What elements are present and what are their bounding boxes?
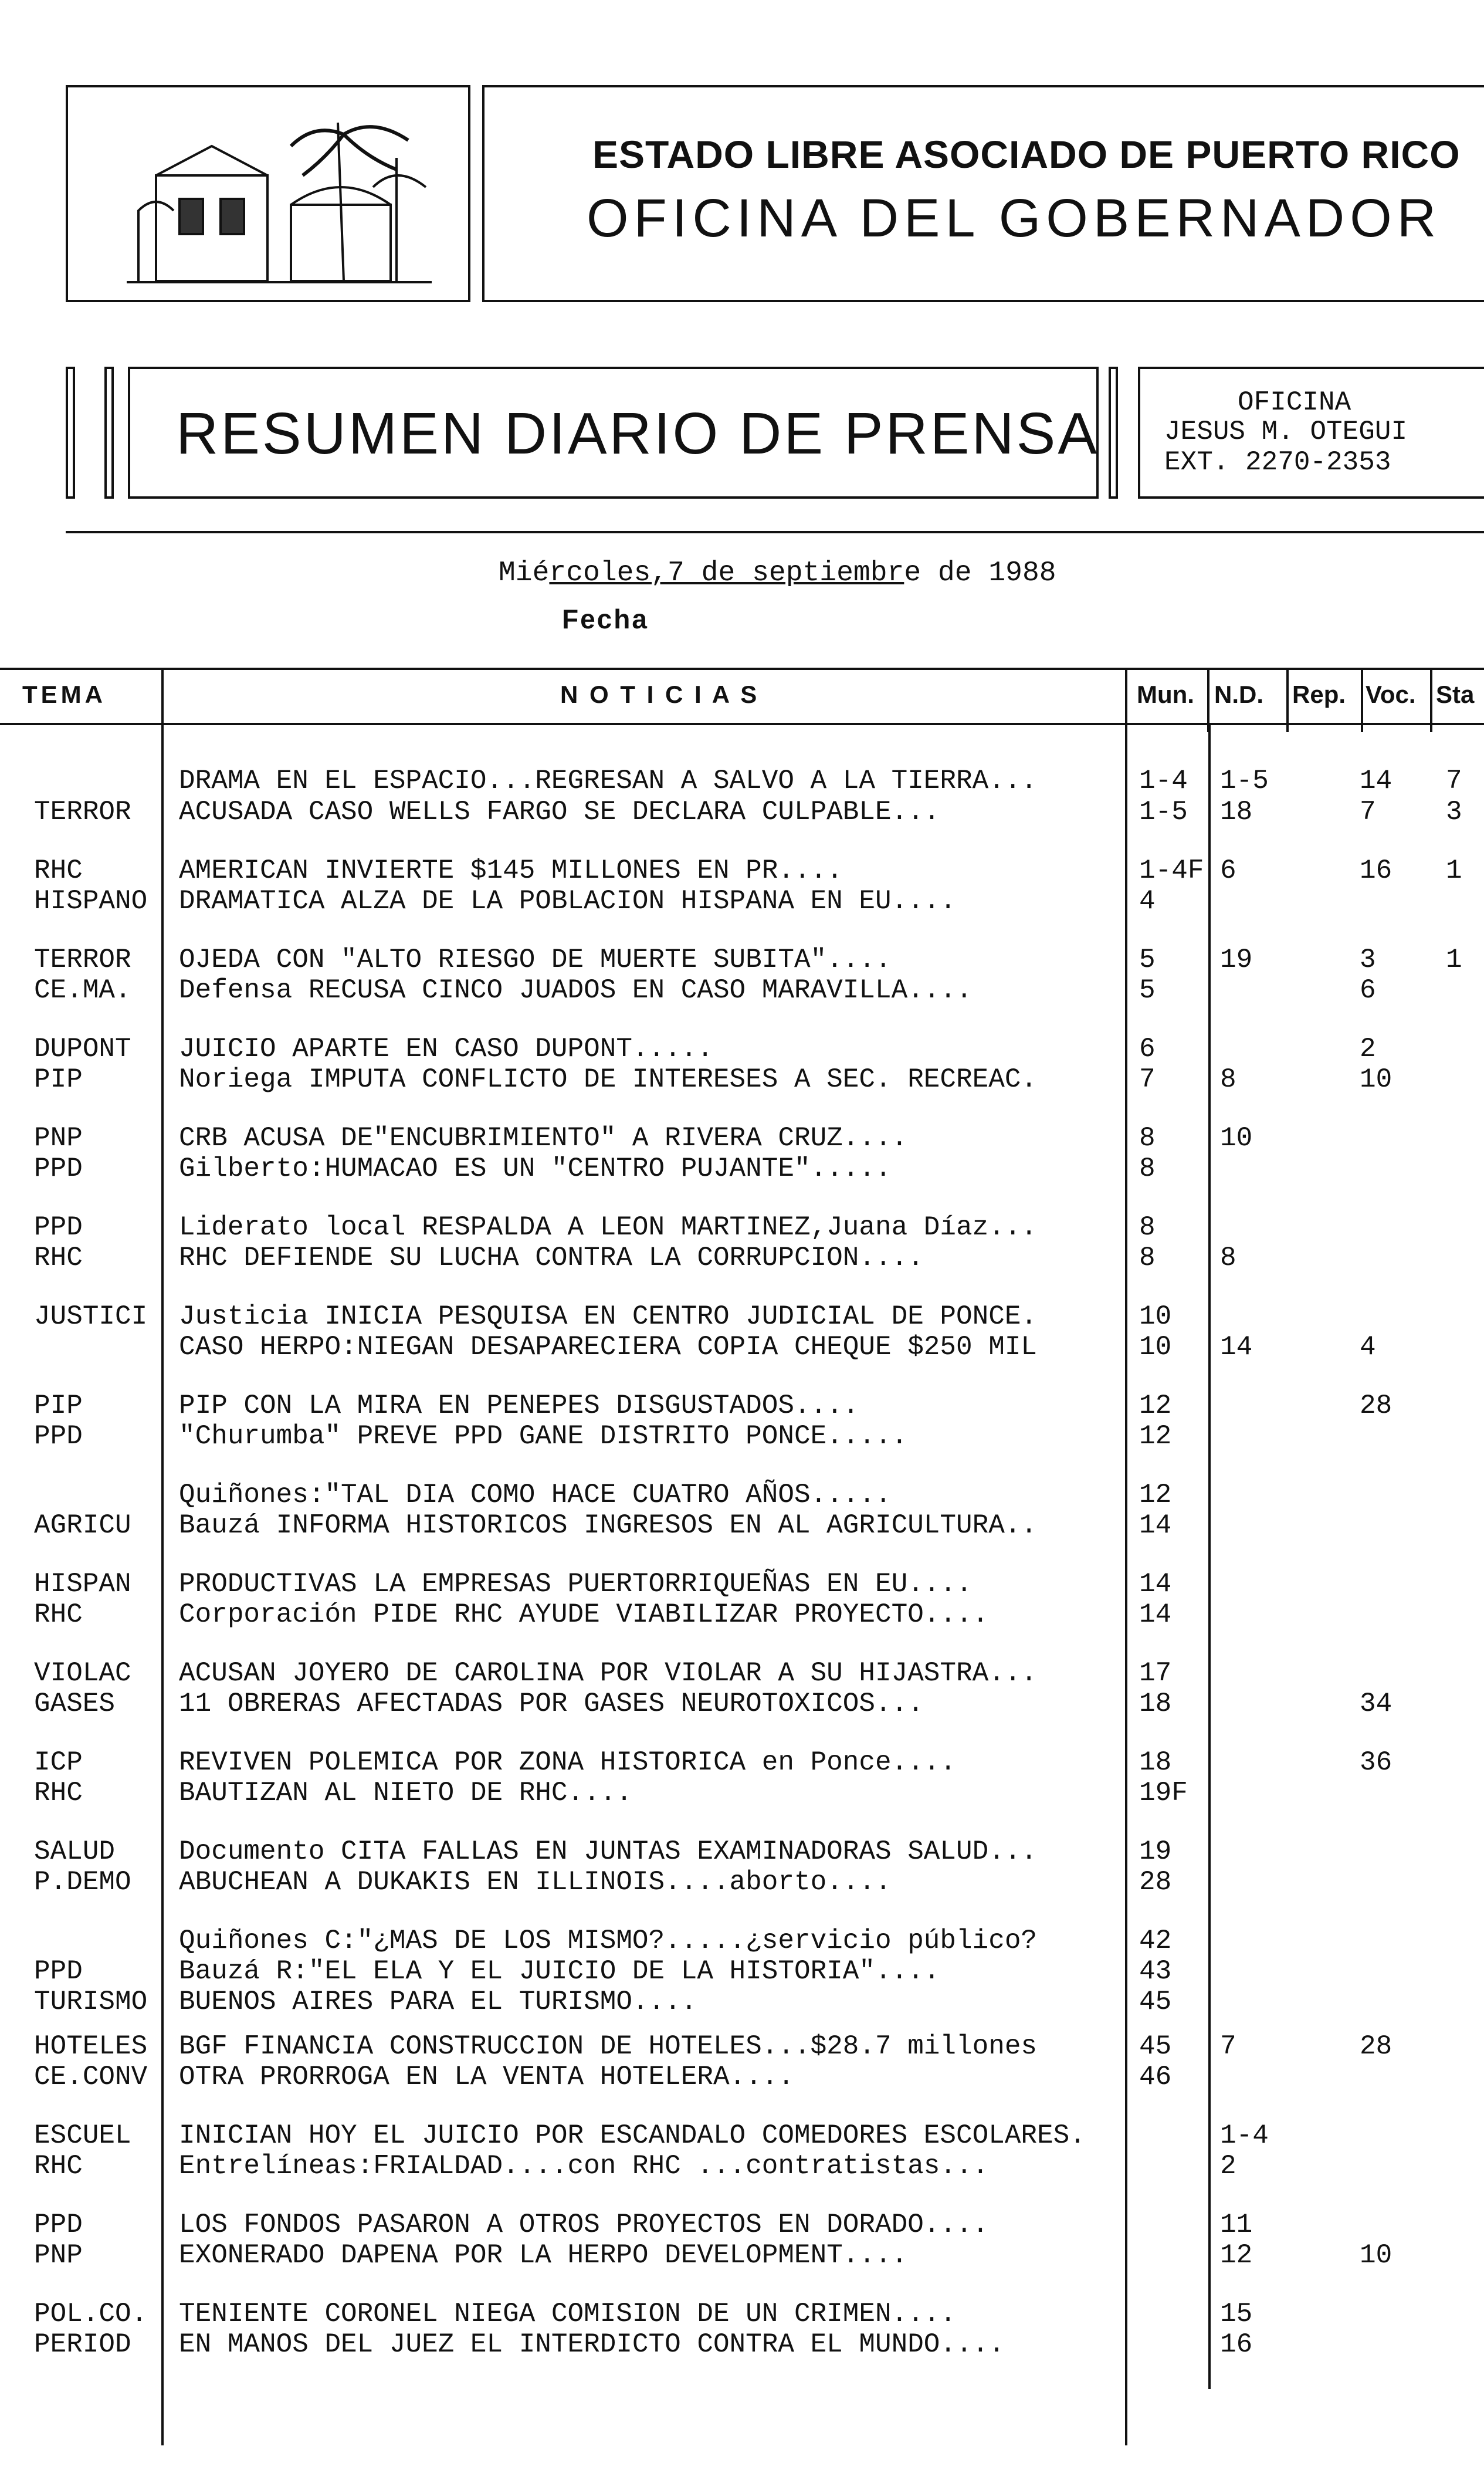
table-row [0,1421,1484,1452]
row-mun-page: 6 [1139,1034,1156,1064]
row-voc-page: 10 [1360,2240,1392,2271]
row-mun-page: 17 [1139,1658,1172,1689]
row-headline: Defensa RECUSA CINCO JUADOS EN CASO MARAVILLA.... [179,975,973,1006]
row-tema: RHC [34,1243,83,1273]
fortaleza-logo-illustration [68,87,468,300]
row-mun-page: 14 [1139,1569,1172,1599]
row-tema: PPD [34,1153,83,1184]
decorative-bar [66,367,75,499]
row-voc-page: 36 [1360,1747,1392,1778]
table-row [0,1064,1484,1095]
table-row [0,1956,1484,1987]
row-mun-page: 42 [1139,1926,1172,1956]
row-tema: POL.CO. [34,2299,148,2329]
row-tema: JUSTICI [34,1301,148,1332]
table-row [0,1153,1484,1184]
row-tema: PIP [34,1390,83,1421]
row-voc-page: 4 [1360,1332,1376,1362]
table-row [0,1987,1484,2017]
row-tema: DUPONT [34,1034,131,1064]
row-tema: PPD [34,1212,83,1243]
row-headline: EN MANOS DEL JUEZ EL INTERDICTO CONTRA EL MUNDO.... [179,2329,1005,2360]
office-name: OFICINA DEL GOBERNADOR [587,188,1442,248]
row-mun-page: 8 [1139,1123,1156,1153]
row-voc-page: 14 [1360,766,1392,796]
logo-frame [66,85,470,302]
row-headline: AMERICAN INVIERTE $145 MILLONES EN PR.... [179,855,843,886]
row-mun-page: 10 [1139,1332,1172,1362]
table-row [0,2240,1484,2271]
row-tema: AGRICU [34,1510,131,1541]
row-headline: PIP CON LA MIRA EN PENEPES DISGUSTADOS.... [179,1390,859,1421]
row-tema: RHC [34,855,83,886]
row-nd-page: 6 [1220,855,1236,886]
row-nd-page: 10 [1220,1123,1253,1153]
row-headline: OJEDA CON "ALTO RIESGO DE MUERTE SUBITA".... [179,945,892,975]
row-mun-page: 5 [1139,975,1156,1006]
table-row [0,2210,1484,2240]
office-extension: EXT. 2270-2353 [1164,447,1391,478]
row-tema: TERROR [34,945,131,975]
row-mun-page: 14 [1139,1599,1172,1630]
office-label: OFICINA [1238,387,1351,418]
column-header-sta: Sta [1436,681,1475,708]
column-header-tema: TEMA [22,681,106,708]
table-row [0,2120,1484,2151]
table-row [0,1034,1484,1064]
row-tema: CE.CONV [34,2062,148,2092]
report-date: Miércoles,7 de septiembre de 1988 [499,557,1056,589]
row-tema: P.DEMO [34,1867,131,1897]
row-voc-page: 7 [1360,797,1376,827]
row-mun-page: 19 [1139,1836,1172,1867]
table-row [0,1926,1484,1956]
row-mun-page: 19F [1139,1778,1188,1808]
row-mun-page: 28 [1139,1867,1172,1897]
table-row [0,1689,1484,1719]
divider [66,531,1484,533]
row-headline: LOS FONDOS PASARON A OTROS PROYECTOS EN DORADO.... [179,2210,989,2240]
table-header-border [0,723,1484,725]
row-mun-page: 18 [1139,1689,1172,1719]
column-header-rep: Rep. [1292,681,1346,708]
row-nd-page: 12 [1220,2240,1253,2271]
row-tema: HOTELES [34,2031,148,2062]
report-title: RESUMEN DIARIO DE PRENSA [176,401,1100,466]
row-nd-page: 2 [1220,2151,1236,2181]
row-nd-page: 11 [1220,2210,1253,2240]
row-headline: ACUSADA CASO WELLS FARGO SE DECLARA CULPABLE... [179,797,940,827]
office-contact-name: JESUS M. OTEGUI [1164,417,1408,447]
row-headline: BUENOS AIRES PARA EL TURISMO.... [179,1987,697,2017]
row-nd-page: 15 [1220,2299,1253,2329]
row-nd-page: 1-5 [1220,766,1269,796]
table-row [0,2031,1484,2062]
row-mun-page: 5 [1139,945,1156,975]
table-row [0,2062,1484,2092]
row-tema: VIOLAC [34,1658,131,1689]
row-mun-page: 14 [1139,1510,1172,1541]
row-headline: Documento CITA FALLAS EN JUNTAS EXAMINADORAS SALUD... [179,1836,1038,1867]
row-headline: OTRA PRORROGA EN LA VENTA HOTELERA.... [179,2062,794,2092]
row-headline: INICIAN HOY EL JUICIO POR ESCANDALO COMEDORES ESCOLARES. [179,2120,1086,2151]
row-headline: CRB ACUSA DE"ENCUBRIMIENTO" A RIVERA CRUZ.... [179,1123,908,1153]
row-nd-page: 18 [1220,797,1253,827]
row-mun-page: 10 [1139,1301,1172,1332]
row-tema: RHC [34,1778,83,1808]
table-row [0,1747,1484,1778]
table-row [0,886,1484,916]
row-mun-page: 4 [1139,886,1156,916]
row-tema: SALUD [34,1836,116,1867]
row-headline: Gilberto:HUMACAO ES UN "CENTRO PUJANTE"..... [179,1153,892,1184]
table-row [0,797,1484,827]
row-headline: Bauzá R:"EL ELA Y EL JUICIO DE LA HISTORIA".... [179,1956,940,1987]
row-mun-page: 8 [1139,1243,1156,1273]
row-nd-page: 8 [1220,1064,1236,1095]
row-headline: ACUSAN JOYERO DE CAROLINA POR VIOLAR A SU HIJASTRA... [179,1658,1038,1689]
row-sta-page: 3 [1446,797,1462,827]
row-tema: HISPAN [34,1569,131,1599]
row-headline: Entrelíneas:FRIALDAD....con RHC ...contratistas... [179,2151,989,2181]
row-mun-page: 43 [1139,1956,1172,1987]
row-headline: EXONERADO DAPENA POR LA HERPO DEVELOPMENT.... [179,2240,908,2271]
column-header-nd: N.D. [1214,681,1263,708]
row-tema: PNP [34,1123,83,1153]
row-nd-page: 19 [1220,945,1253,975]
row-headline: DRAMA EN EL ESPACIO...REGRESAN A SALVO A LA TIERRA... [179,766,1038,796]
row-voc-page: 28 [1360,1390,1392,1421]
column-header-voc: Voc. [1366,681,1416,708]
table-row [0,1569,1484,1599]
row-mun-page: 1-4 [1139,766,1188,796]
row-tema: PERIOD [34,2329,131,2360]
table-row [0,975,1484,1006]
row-nd-page: 14 [1220,1332,1253,1362]
row-mun-page: 8 [1139,1212,1156,1243]
government-name: ESTADO LIBRE ASOCIADO DE PUERTO RICO [592,133,1461,176]
row-mun-page: 46 [1139,2062,1172,2092]
row-nd-page: 16 [1220,2329,1253,2360]
decorative-bar [104,367,114,499]
table-row [0,1480,1484,1510]
row-tema: TURISMO [34,1987,148,2017]
row-tema: PPD [34,1956,83,1987]
row-tema: PPD [34,1421,83,1452]
row-tema: CE.MA. [34,975,131,1006]
table-row [0,1123,1484,1153]
row-mun-page: 12 [1139,1421,1172,1452]
table-row [0,1599,1484,1630]
row-tema: PIP [34,1064,83,1095]
row-mun-page: 12 [1139,1390,1172,1421]
row-mun-page: 12 [1139,1480,1172,1510]
row-headline: Quiñones C:"¿MAS DE LOS MISMO?.....¿servicio público? [179,1926,1038,1956]
table-row [0,2329,1484,2360]
table-row [0,1243,1484,1273]
row-mun-page: 8 [1139,1153,1156,1184]
column-header-noticias: N O T I C I A S [560,681,760,708]
row-tema: RHC [34,1599,83,1630]
table-row [0,1510,1484,1541]
row-headline: CASO HERPO:NIEGAN DESAPARECIERA COPIA CHEQUE $250 MIL [179,1332,1038,1362]
row-headline: DRAMATICA ALZA DE LA POBLACION HISPANA EN EU.... [179,886,957,916]
row-sta-page: 7 [1446,766,1462,796]
row-headline: Noriega IMPUTA CONFLICTO DE INTERESES A SEC. RECREAC. [179,1064,1038,1095]
row-voc-page: 34 [1360,1689,1392,1719]
row-headline: Bauzá INFORMA HISTORICOS INGRESOS EN AL AGRICULTURA.. [179,1510,1038,1541]
row-tema: GASES [34,1689,116,1719]
table-row [0,1390,1484,1421]
table-top-border [0,668,1484,670]
row-headline: "Churumba" PREVE PPD GANE DISTRITO PONCE..... [179,1421,908,1452]
row-tema: RHC [34,2151,83,2181]
column-divider [1286,668,1289,732]
row-headline: 11 OBRERAS AFECTADAS POR GASES NEUROTOXICOS... [179,1689,924,1719]
row-headline: Liderato local RESPALDA A LEON MARTINEZ,Juana Díaz... [179,1212,1038,1243]
row-headline: ABUCHEAN A DUKAKIS EN ILLINOIS....aborto.... [179,1867,892,1897]
row-tema: ICP [34,1747,83,1778]
row-mun-page: 45 [1139,2031,1172,2062]
row-nd-page: 1-4 [1220,2120,1269,2151]
row-tema: HISPANO [34,886,148,916]
row-headline: BGF FINANCIA CONSTRUCCION DE HOTELES...$28.7 millones [179,2031,1038,2062]
row-mun-page: 45 [1139,1987,1172,2017]
table-row [0,2151,1484,2181]
row-voc-page: 6 [1360,975,1376,1006]
row-nd-page: 7 [1220,2031,1236,2062]
row-headline: REVIVEN POLEMICA POR ZONA HISTORICA en Ponce.... [179,1747,957,1778]
row-headline: JUICIO APARTE EN CASO DUPONT..... [179,1034,713,1064]
table-row [0,1867,1484,1897]
column-header-mun: Mun. [1137,681,1194,708]
row-voc-page: 2 [1360,1034,1376,1064]
table-row [0,1836,1484,1867]
row-tema: ESCUEL [34,2120,131,2151]
row-headline: TENIENTE CORONEL NIEGA COMISION DE UN CRIMEN.... [179,2299,957,2329]
row-tema: PPD [34,2210,83,2240]
row-headline: PRODUCTIVAS LA EMPRESAS PUERTORRIQUEÑAS EN EU.... [179,1569,973,1599]
column-divider [1430,668,1432,732]
decorative-bar [1109,367,1118,499]
row-headline: Corporación PIDE RHC AYUDE VIABILIZAR PROYECTO.... [179,1599,989,1630]
table-row [0,1212,1484,1243]
row-mun-page: 1-4F [1139,855,1204,886]
row-sta-page: 1 [1446,945,1462,975]
date-label: Fecha [562,604,649,634]
table-row [0,855,1484,886]
row-nd-page: 8 [1220,1243,1236,1273]
row-headline: BAUTIZAN AL NIETO DE RHC.... [179,1778,632,1808]
row-headline: Justicia INICIA PESQUISA EN CENTRO JUDICIAL DE PONCE. [179,1301,1038,1332]
row-headline: RHC DEFIENDE SU LUCHA CONTRA LA CORRUPCION.... [179,1243,924,1273]
row-mun-page: 7 [1139,1064,1156,1095]
table-row [0,1332,1484,1362]
row-mun-page: 1-5 [1139,797,1188,827]
table-row [0,1658,1484,1689]
row-tema: PNP [34,2240,83,2271]
table-row [0,945,1484,975]
table-row [0,1778,1484,1808]
row-voc-page: 10 [1360,1064,1392,1095]
column-divider [1361,668,1363,732]
table-row [0,766,1484,796]
row-sta-page: 1 [1446,855,1462,886]
row-voc-page: 16 [1360,855,1392,886]
table-row [0,1301,1484,1332]
table-row [0,2299,1484,2329]
row-mun-page: 18 [1139,1747,1172,1778]
row-tema: TERROR [34,797,131,827]
row-voc-page: 3 [1360,945,1376,975]
row-voc-page: 28 [1360,2031,1392,2062]
row-headline: Quiñones:"TAL DIA COMO HACE CUATRO AÑOS..... [179,1480,892,1510]
